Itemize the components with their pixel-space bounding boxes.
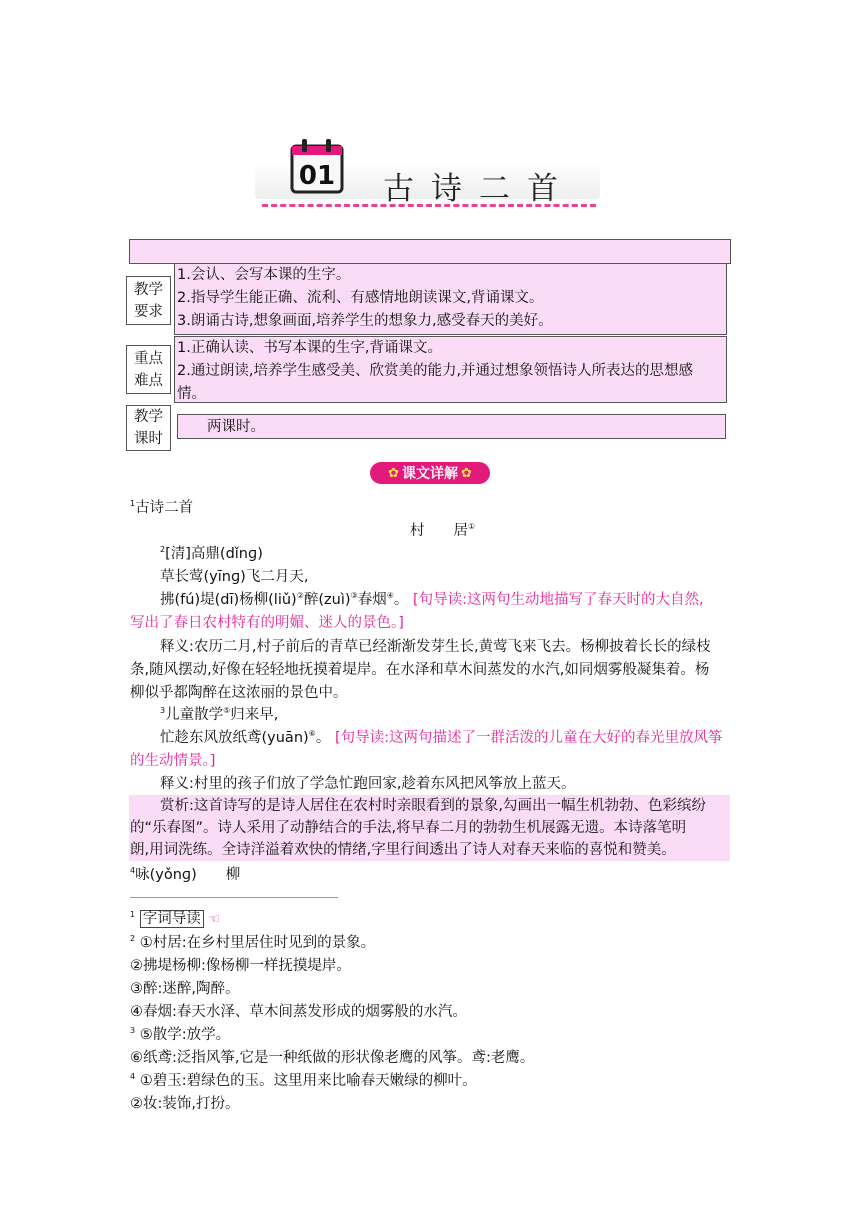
poem-line-4: 忙趁东风放纸鸢(yuān)⑥。 [句导读:这两句描述了一群活泼的儿童在大好的春光里放风筝	[160, 729, 723, 746]
explanation-line: 条,随风摆动,好像在轻轻地抚摸着堤岸。在水泽和草木间蒸发的水汽,如同烟雾般凝集着。杨	[130, 662, 710, 678]
poem-line-1: 草长莺(yīnɡ)飞二月天,	[160, 569, 309, 585]
sentence-guide: [句导读:这两句描述了一群活泼的儿童在大好的春光里放风筝	[334, 730, 723, 746]
sentence-guide-cont: 写出了春日农村特有的明媚、迷人的景色。]	[130, 615, 404, 631]
key-points-box	[174, 336, 727, 403]
footnote-item: ③醉:迷醉,陶醉。	[130, 981, 240, 997]
poem-title: 村 居①	[410, 522, 476, 539]
star-icon: ✿	[388, 465, 399, 481]
section-badge	[370, 462, 490, 484]
key-point-item: 情。	[177, 386, 206, 402]
goal-item: 2.指导学生能正确、流利、有感情地朗读课文,背诵课文。	[177, 290, 544, 306]
label-teaching-goals: 教学 要求	[126, 276, 171, 325]
word-guide-label: 字词导读	[140, 910, 204, 928]
appreciation-line: 的“乐春图”。诗人采用了动静结合的手法,将早春二月的勃勃生机展露无遗。本诗落笔明	[130, 820, 687, 836]
footnote-item: $^2$ ①村居:在乡村里居住时见到的景象。	[130, 934, 376, 951]
header-divider	[262, 204, 596, 207]
class-hours-value: 两课时。	[207, 419, 265, 435]
goal-item: 1.会认、会写本课的生字。	[177, 267, 351, 283]
section-heading: $^1$古诗二首	[130, 499, 194, 516]
label-class-hours: 教学 课时	[126, 405, 171, 451]
goal-item: 3.朗诵古诗,想象画面,培养学生的想象力,感受春天的美好。	[177, 313, 553, 329]
footnote-item: ②妆:装饰,打扮。	[130, 1096, 240, 1112]
explanation-line: 释义:村里的孩子们放了学急忙跑回家,趁着东风把风筝放上蓝天。	[160, 776, 576, 792]
calendar-icon	[288, 136, 348, 196]
star-icon: ✿	[461, 465, 472, 481]
footnote-item: $^3$ ⑤散学:放学。	[130, 1026, 231, 1043]
table-header-bar	[129, 239, 731, 264]
next-poem-title: $^4$咏(yǒnɡ) 柳	[130, 866, 241, 883]
poem-line-2: 拂(fú)堤(dī)杨柳(liǔ)②醉(zuì)③春烟④。 [句导读:这两句生动地描写了春天时的大自然,	[160, 591, 704, 608]
poem-line-3: $^3$儿童散学⑤归来早,	[160, 706, 279, 723]
explanation-line: 释义:农历二月,村子前后的青草已经渐渐发芽生长,黄莺飞来飞去。杨柳披着长长的绿枝	[160, 639, 711, 655]
footnote-item: $^4$ ①碧玉:碧绿色的玉。这里用来比喻春天嫩绿的柳叶。	[130, 1072, 477, 1089]
header-number: 01	[298, 161, 336, 191]
appreciation-line: 赏析:这首诗写的是诗人居住在农村时亲眼看到的景象,勾画出一幅生机勃勃、色彩缤纷	[160, 798, 706, 814]
page-title: 古诗二首	[383, 171, 575, 207]
explanation-line: 柳似乎都陶醉在这浓丽的景色中。	[130, 685, 348, 701]
appreciation-line: 朗,用词洗练。全诗洋溢着欢快的情绪,字里行间透出了诗人对春天来临的喜悦和赞美。	[130, 842, 676, 858]
class-hours-box	[177, 414, 726, 439]
label-key-points: 重点 难点	[126, 345, 171, 394]
footnote-item: ④春烟:春天水泽、草木间蒸发形成的烟雾般的水汽。	[130, 1004, 467, 1020]
poem-author: $^2$[清]高鼎(dǐnɡ)	[160, 545, 263, 562]
teaching-goals-box	[174, 263, 727, 335]
sentence-guide-cont: 的生动情景。]	[130, 753, 216, 769]
key-point-item: 1.正确认读、书写本课的生字,背诵课文。	[177, 340, 442, 356]
footnote-divider	[130, 897, 338, 898]
key-point-item: 2.通过朗读,培养学生感受美、欣赏美的能力,并通过想象领悟诗人所表达的思想感	[177, 363, 694, 379]
footnote-header: $^1$ 字词导读 ☜	[130, 910, 220, 927]
footnote-item: ②拂堤杨柳:像杨柳一样抚摸堤岸。	[130, 958, 351, 974]
pointing-hand-icon: ☜	[208, 912, 220, 927]
sentence-guide: [句导读:这两句生动地描写了春天时的大自然,	[413, 592, 704, 608]
section-badge-label: 课文详解	[402, 466, 458, 482]
footnote-item: ⑥纸鸢:泛指风筝,它是一种纸做的形状像老鹰的风筝。鸢:老鹰。	[130, 1050, 535, 1066]
